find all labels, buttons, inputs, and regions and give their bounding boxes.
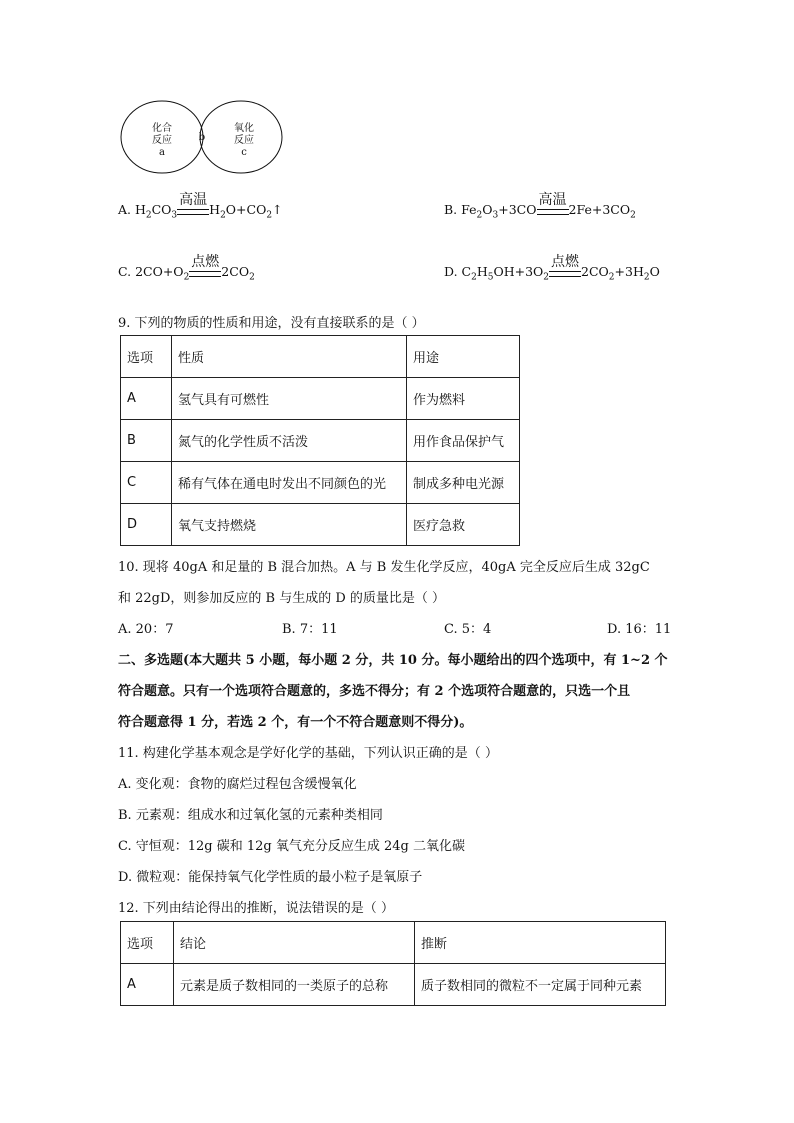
venn-diagram: [118, 97, 288, 177]
table-row: [121, 462, 520, 504]
table-row: [121, 420, 520, 462]
q10-stem-line2: 和 22gD，则参加反应的 B 与生成的 D 的质量比是（ ）: [118, 591, 446, 606]
table-cell: 元素是质子数相同的一类原子的总称: [174, 964, 415, 1006]
table-header-cell: 选项: [121, 336, 172, 378]
q10-option-c: C. 5：4: [444, 622, 492, 637]
q8-option-c: C. $2CO+O_2$ 点燃 $2CO_2$: [118, 253, 255, 283]
table-row: [121, 504, 520, 546]
q8-option-d: D. $C_2H_5OH+3O_2$ 点燃 $2CO_2+3H_2O$: [444, 253, 660, 283]
table-cell: 质子数相同的微粒不一定属于同种元素: [415, 964, 666, 1006]
q8-option-b: B. $Fe_2O_3+3CO$ 高温 $2Fe+3CO_2$: [444, 191, 636, 221]
table-header-cell: 选项: [121, 922, 174, 964]
venn-right-line1: 氧化: [234, 123, 254, 134]
condition-high-temp: 高温: [537, 206, 569, 221]
table-header-cell: 性质: [172, 336, 407, 378]
venn-left-line1: 化合: [152, 123, 172, 134]
table-cell: 医疗急救: [407, 504, 520, 546]
q11-stem: 11. 构建化学基本观念是学好化学的基础，下列认识正确的是（ ）: [118, 746, 498, 761]
table-header-row: [121, 336, 520, 378]
table-cell: 用作食品保护气: [407, 420, 520, 462]
q10-option-d: D. 16：11: [607, 622, 672, 637]
q12-stem: 12. 下列由结论得出的推断，说法错误的是（ ）: [118, 901, 394, 916]
table-header-cell: 结论: [174, 922, 415, 964]
q11-option-d: D. 微粒观：能保持氧气化学性质的最小粒子是氧原子: [118, 870, 423, 885]
table-cell: 制成多种电光源: [407, 462, 520, 504]
condition-ignite: 点燃: [549, 268, 581, 283]
venn-mid-label: b: [198, 132, 206, 143]
q9-stem: 9. 下列的物质的性质和用途，没有直接联系的是（ ）: [118, 316, 425, 331]
table-row: [121, 964, 666, 1006]
q12-table: [120, 921, 666, 1006]
table-header-cell: 用途: [407, 336, 520, 378]
condition-high-temp: 高温: [177, 206, 209, 221]
venn-left-label: [142, 123, 182, 159]
venn-right-line2: 反应: [234, 135, 254, 146]
q10-stem-line1: 10. 现将 40gA 和足量的 B 混合加热。A 与 B 发生化学反应，40gA 完全反应后生成 32gC: [118, 560, 650, 575]
table-cell: 氮气的化学性质不活泼: [172, 420, 407, 462]
condition-ignite: 点燃: [189, 268, 221, 283]
section2-heading-line3: 符合题意得 1 分，若选 2 个，有一个不符合题意则不得分)。: [118, 715, 473, 730]
table-cell: 氧气支持燃烧: [172, 504, 407, 546]
table-row: [121, 378, 520, 420]
q11-option-c: C. 守恒观：12g 碳和 12g 氧气充分反应生成 24g 二氧化碳: [118, 839, 466, 854]
q11-option-a: A. 变化观：食物的腐烂过程包含缓慢氧化: [118, 777, 357, 792]
q10-option-a: A. 20：7: [118, 622, 174, 637]
table-cell: C: [121, 462, 172, 504]
table-cell: D: [121, 504, 172, 546]
table-cell: B: [121, 420, 172, 462]
table-cell: 作为燃料: [407, 378, 520, 420]
table-cell: 稀有气体在通电时发出不同颜色的光: [172, 462, 407, 504]
venn-left-line2: 反应: [152, 135, 172, 146]
table-cell: A: [121, 378, 172, 420]
table-header-row: [121, 922, 666, 964]
section2-heading-line2: 符合题意。只有一个选项符合题意的，多选不得分；有 2 个选项符合题意的，只选一个且: [118, 684, 631, 699]
q8-option-a: A. $H_2CO_3$ 高温 $H_2O+CO_2↑$: [118, 191, 283, 221]
q11-option-b: B. 元素观：组成水和过氧化氢的元素种类相同: [118, 808, 383, 823]
venn-left-line3: a: [159, 147, 165, 158]
section2-heading-line1: 二、多选题(本大题共 5 小题，每小题 2 分，共 10 分。每小题给出的四个选项中，有 1~2 个: [118, 653, 668, 668]
q10-option-b: B. 7：11: [282, 622, 338, 637]
venn-right-label: [224, 123, 264, 159]
table-cell: 氢气具有可燃性: [172, 378, 407, 420]
q9-table: [120, 335, 520, 546]
table-header-cell: 推断: [415, 922, 666, 964]
venn-right-line3: c: [241, 147, 247, 158]
table-cell: A: [121, 964, 174, 1006]
